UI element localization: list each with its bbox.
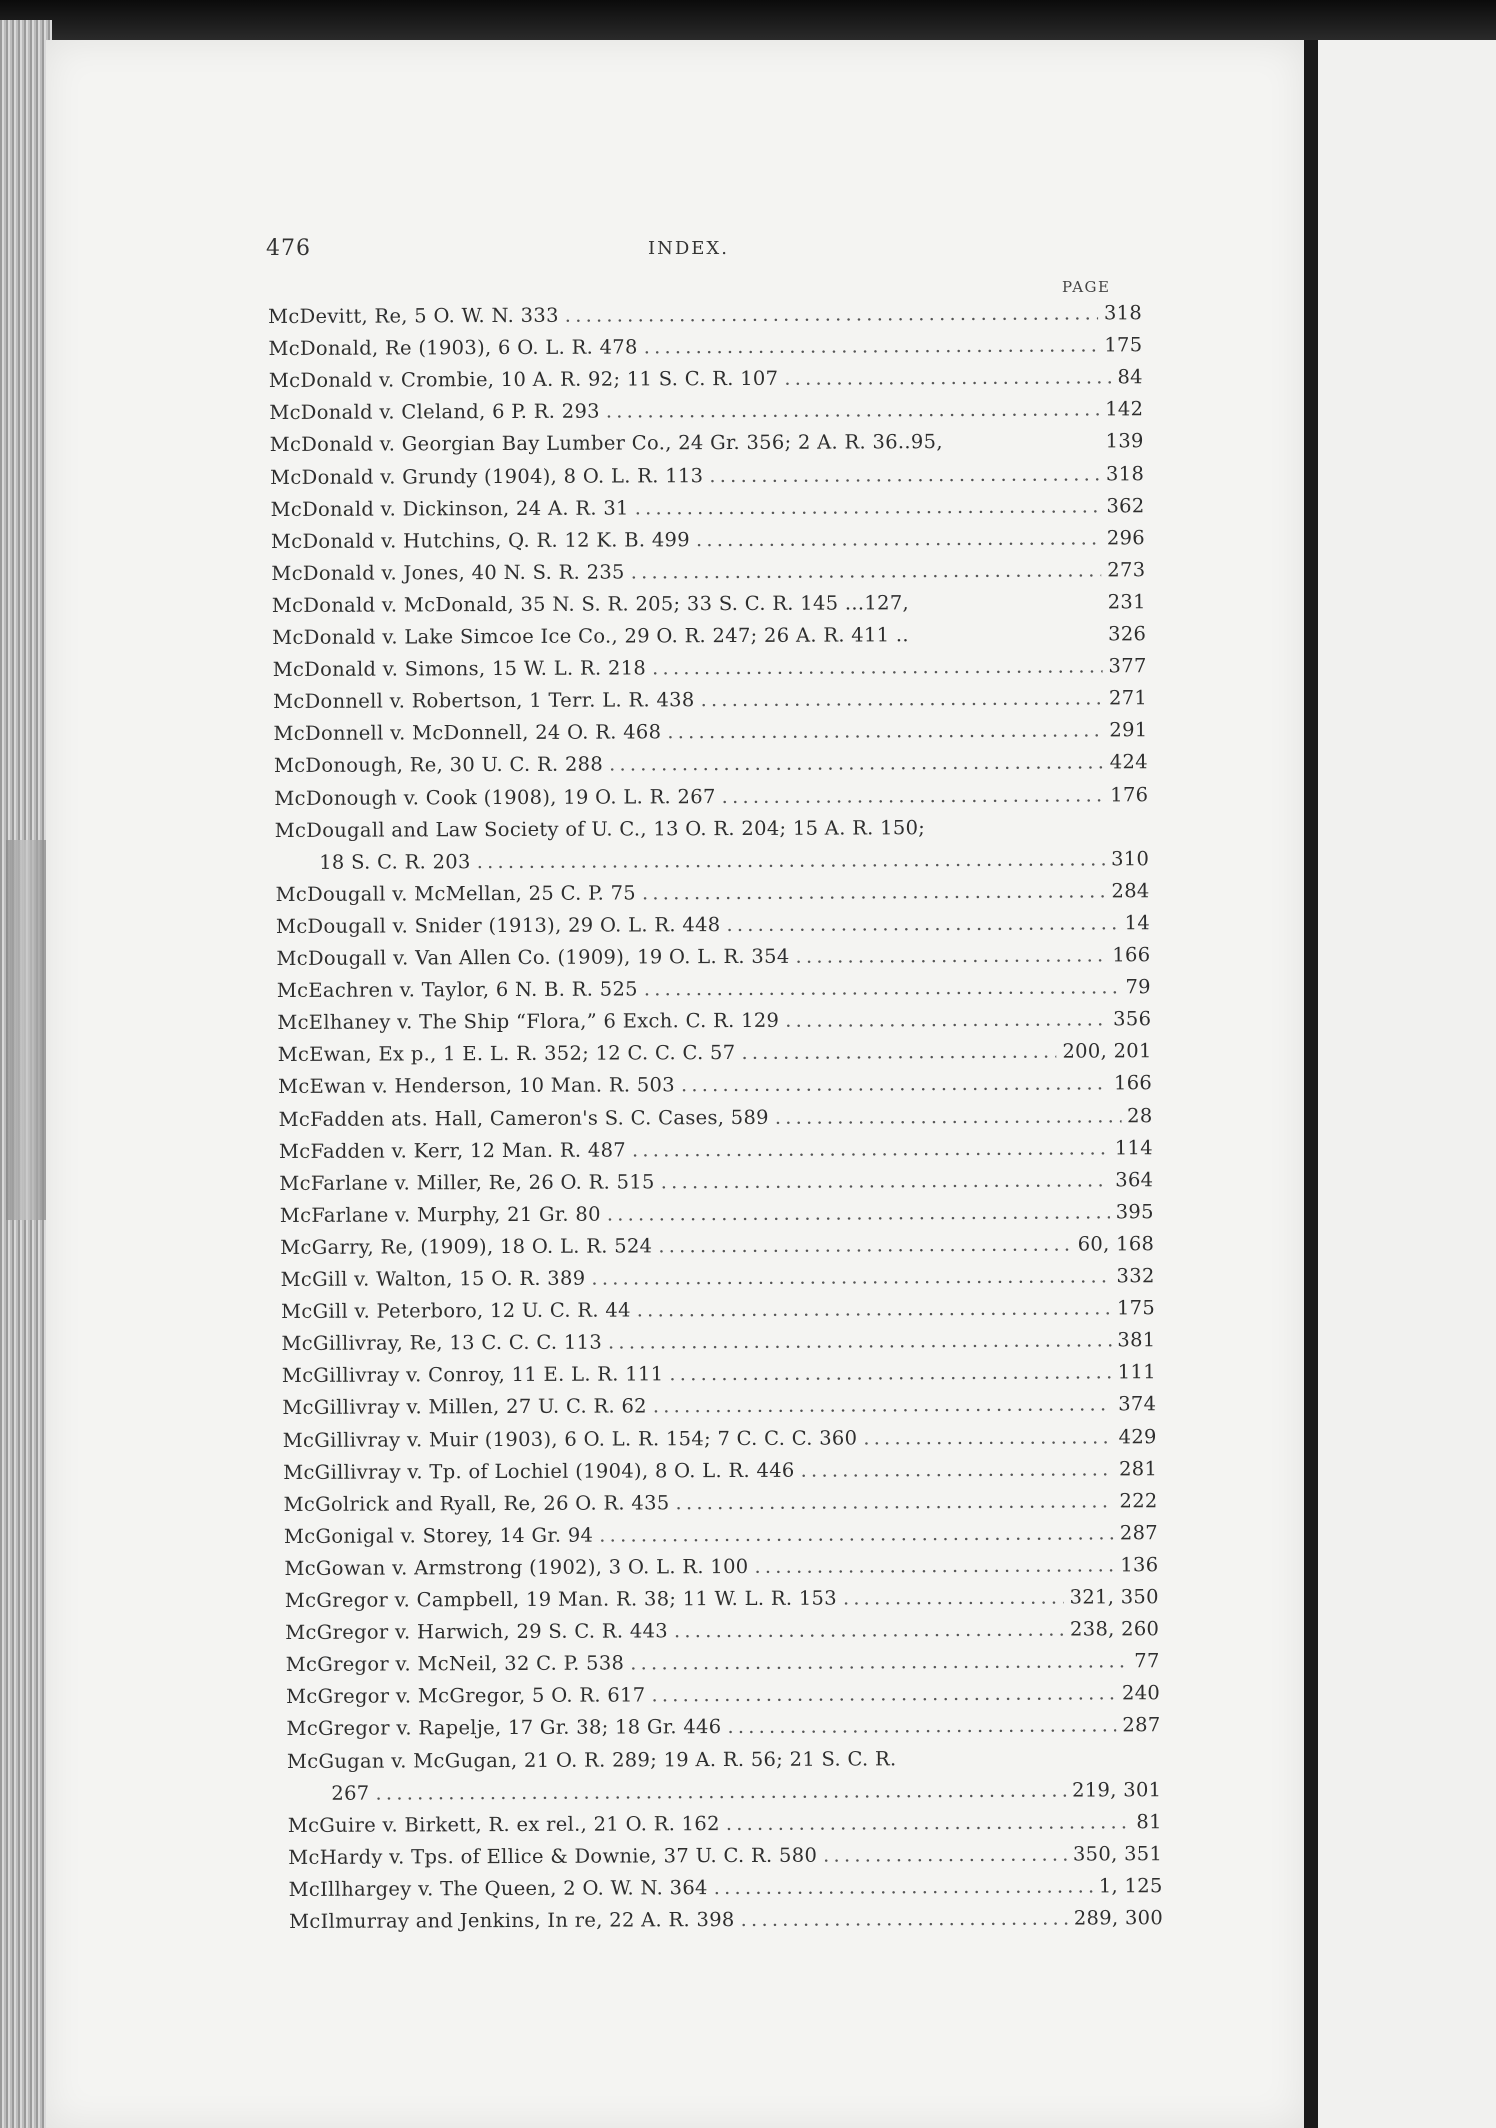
case-citation: McGillivray v. Conroy, 11 E. L. R. 111 <box>281 1362 664 1388</box>
case-citation: McDonald v. Dickinson, 24 A. R. 31 <box>270 496 629 521</box>
page-reference: 219, 301 <box>1072 1777 1162 1802</box>
index-entry <box>272 622 1146 658</box>
dot-leader <box>727 1714 1116 1739</box>
case-citation: McDougall v. McMellan, 25 C. P. 75 <box>275 881 637 906</box>
dot-leader <box>651 1682 1116 1707</box>
page-reference: 111 <box>1117 1360 1156 1384</box>
page-reference: 287 <box>1122 1713 1161 1737</box>
dot-leader <box>674 1618 1064 1643</box>
page-reference: 364 <box>1115 1167 1154 1192</box>
dot-leader <box>630 1649 1128 1674</box>
index-entry <box>284 1521 1158 1557</box>
page-reference: 200, 201 <box>1062 1039 1152 1063</box>
case-citation: McGillivray v. Muir (1903), 6 O. L. R. 154; 7 C. C. C. 360 <box>282 1425 858 1452</box>
page-reference: 284 <box>1111 878 1150 903</box>
index-entry-line: McGugan v. McGugan, 21 O. R. 289; 19 A. R. 56; 21 S. C. R. <box>286 1746 897 1773</box>
index-entry <box>274 751 1148 787</box>
page-reference: 350, 351 <box>1072 1841 1163 1866</box>
page-header <box>46 236 1304 266</box>
page-reference: 395 <box>1115 1199 1154 1224</box>
case-citation: McFarlane v. Murphy, 21 Gr. 80 <box>279 1202 601 1227</box>
index-entry <box>276 911 1150 947</box>
running-title: INDEX. <box>648 238 729 259</box>
dot-leader <box>785 1008 1107 1032</box>
dot-leader <box>375 1778 1066 1804</box>
page-reference: 281 <box>1118 1456 1158 1480</box>
dot-leader <box>823 1842 1067 1866</box>
dot-leader <box>726 1810 1131 1835</box>
page-reference: 374 <box>1118 1392 1157 1416</box>
page-reference: 271 <box>1108 686 1148 710</box>
page-reference: 166 <box>1112 943 1151 967</box>
case-citation: McIlmurray and Jenkins, In re, 22 A. R. 398 <box>289 1908 735 1933</box>
book-gutter <box>1304 40 1318 2128</box>
page-reference: 114 <box>1114 1135 1153 1159</box>
index-entry <box>268 301 1142 337</box>
page-reference: 175 <box>1104 333 1143 357</box>
page-reference: 176 <box>1110 782 1149 806</box>
index-entry <box>277 975 1151 1011</box>
dot-leader <box>775 1104 1121 1129</box>
index-entry <box>269 365 1143 401</box>
dot-leader <box>784 366 1111 390</box>
page-reference: 326 <box>1108 622 1147 646</box>
case-citation: McDonald v. Hutchins, Q. R. 12 K. B. 499 <box>270 527 690 553</box>
case-citation: McEachren v. Taylor, 6 N. B. R. 525 <box>276 977 638 1003</box>
dot-leader <box>565 301 1098 326</box>
index-entries <box>46 301 1304 1933</box>
index-entry <box>271 494 1145 530</box>
dot-leader <box>667 719 1103 744</box>
index-entry <box>277 1007 1151 1043</box>
case-citation: McGregor v. Harwich, 29 S. C. R. 443 <box>285 1619 669 1645</box>
index-entry <box>268 333 1142 369</box>
dot-leader <box>658 1232 1071 1257</box>
index-entry <box>331 1778 1161 1814</box>
page-reference: 287 <box>1119 1520 1159 1545</box>
page-reference: 238, 260 <box>1069 1617 1160 1641</box>
index-entry <box>278 1039 1152 1075</box>
case-citation: McDonald v. Simons, 15 W. L. R. 218 <box>272 656 647 682</box>
index-entry <box>288 1842 1162 1878</box>
page-reference: 79 <box>1125 975 1151 999</box>
index-entry <box>285 1585 1159 1621</box>
index-entry <box>286 1714 1160 1750</box>
scan-top-border <box>0 0 1496 40</box>
page-reference: 429 <box>1118 1424 1157 1448</box>
index-entry <box>281 1328 1155 1364</box>
case-citation: McGregor v. McNeil, 32 C. P. 538 <box>285 1651 625 1677</box>
case-citation: McDonald v. Cleland, 6 P. R. 293 <box>269 399 600 425</box>
dot-leader <box>632 1136 1109 1161</box>
case-citation: McDougall v. Van Allen Co. (1909), 19 O. L. R. 354 <box>276 944 790 971</box>
case-citation: McGonigal v. Storey, 14 Gr. 94 <box>283 1523 594 1548</box>
dot-leader <box>477 847 1105 873</box>
index-entry <box>319 847 1149 883</box>
dot-leader <box>714 1874 1093 1899</box>
index-entry <box>280 1200 1154 1236</box>
index-entry <box>285 1617 1159 1653</box>
case-citation: McGill v. Peterboro, 12 U. C. R. 44 <box>281 1298 631 1324</box>
index-entry <box>278 1104 1152 1140</box>
case-citation: McGregor v. Rapelje, 17 Gr. 38; 18 Gr. 446 <box>286 1715 722 1741</box>
dot-leader <box>754 1553 1114 1578</box>
index-entry <box>289 1906 1163 1942</box>
page-reference: 77 <box>1134 1649 1160 1673</box>
dot-leader <box>801 1457 1114 1481</box>
index-entry <box>284 1553 1158 1589</box>
index-entry <box>288 1810 1162 1846</box>
index-entry <box>280 1232 1154 1268</box>
page-number: 476 <box>266 236 311 261</box>
index-entry <box>286 1681 1160 1717</box>
page-reference: 166 <box>1113 1071 1153 1095</box>
library-stamp-edge <box>6 840 46 1220</box>
page-reference: 318 <box>1105 461 1145 485</box>
index-entry <box>284 1489 1158 1525</box>
index-entry <box>276 879 1150 915</box>
case-citation: McDonald v. Georgian Bay Lumber Co., 24 Gr. 356; 2 A. R. 36..95, <box>269 430 943 457</box>
page-reference: 81 <box>1136 1809 1162 1833</box>
page-reference: 136 <box>1120 1553 1159 1577</box>
dot-leader <box>795 943 1106 967</box>
case-citation: McGregor v. McGregor, 5 O. R. 617 <box>286 1683 646 1709</box>
dot-leader <box>843 1586 1064 1610</box>
case-citation: McFadden v. Kerr, 12 Man. R. 487 <box>278 1138 627 1163</box>
case-citation: McDonald v. Crombie, 10 A. R. 92; 11 S. C. R. 107 <box>268 366 779 393</box>
page-reference: 175 <box>1116 1296 1156 1320</box>
dot-leader <box>644 334 1099 359</box>
case-citation: McGregor v. Campbell, 19 Man. R. 38; 11 W. L. R. 153 <box>284 1586 837 1612</box>
dot-leader <box>606 398 1099 423</box>
index-entry <box>274 783 1148 819</box>
dot-leader <box>631 558 1102 583</box>
dot-leader <box>669 1361 1111 1386</box>
page-reference: 142 <box>1105 397 1144 421</box>
facing-page <box>1318 40 1496 2128</box>
page-reference: 273 <box>1107 558 1146 582</box>
dot-leader <box>644 975 1120 1000</box>
case-citation: McDonough v. Cook (1908), 19 O. L. R. 267 <box>274 784 716 810</box>
page-reference: 356 <box>1113 1007 1152 1031</box>
page-reference: 1, 125 <box>1098 1874 1163 1898</box>
dot-leader <box>681 1072 1108 1097</box>
index-entry <box>279 1168 1153 1204</box>
page-reference: 291 <box>1109 718 1148 742</box>
case-citation: McGowan v. Armstrong (1902), 3 O. L. R. 100 <box>284 1554 749 1580</box>
case-citation: McDonald v. McDonald, 35 N. S. R. 205; 33 S. C. R. 145 ...127, <box>271 591 910 617</box>
index-entry <box>281 1264 1155 1300</box>
case-citation: McEwan v. Henderson, 10 Man. R. 503 <box>278 1073 675 1099</box>
case-citation: McDevitt, Re, 5 O. W. N. 333 <box>267 303 559 329</box>
page-reference: 377 <box>1108 654 1147 678</box>
index-entry <box>271 558 1145 594</box>
page-reference: 424 <box>1109 750 1148 774</box>
case-citation: McGolrick and Ryall, Re, 26 O. R. 435 <box>283 1490 670 1516</box>
index-entry-line: McDougall and Law Society of U. C., 13 O. R. 204; 15 A. R. 150; <box>274 815 926 842</box>
case-citation: McIllhargey v. The Queen, 2 O. W. N. 364 <box>288 1876 708 1901</box>
dot-leader <box>609 751 1104 776</box>
case-citation: McFarlane v. Miller, Re, 26 O. R. 515 <box>279 1170 655 1195</box>
index-entry <box>271 526 1145 562</box>
dot-leader <box>607 1200 1110 1225</box>
case-citation: McEwan, Ex p., 1 E. L. R. 352; 12 C. C. C. 57 <box>277 1041 736 1067</box>
index-page <box>46 40 1304 2128</box>
page-reference: 289, 300 <box>1073 1906 1164 1930</box>
dot-leader <box>741 1040 1056 1064</box>
index-entry <box>283 1457 1157 1493</box>
index-entry <box>281 1296 1155 1332</box>
page-reference: 84 <box>1117 365 1143 389</box>
page-reference: 222 <box>1119 1488 1158 1513</box>
page-reference: 362 <box>1106 493 1145 517</box>
page-reference: 60, 168 <box>1077 1232 1155 1256</box>
dot-leader <box>709 462 1100 487</box>
case-citation: McHardy v. Tps. of Ellice & Downie, 37 U. C. R. 580 <box>288 1843 818 1869</box>
case-citation: McDonald v. Lake Simcoe Ice Co., 29 O. R. 247; 26 A. R. 411 .. <box>272 623 909 650</box>
index-entry <box>273 686 1147 722</box>
case-citation: McDonald v. Grundy (1904), 8 O. L. R. 113 <box>270 463 704 489</box>
page-reference: 332 <box>1116 1264 1155 1288</box>
index-entry <box>272 590 1146 626</box>
case-citation: McDonough, Re, 30 U. C. R. 288 <box>273 752 604 778</box>
page-column-label: PAGE <box>1062 278 1111 296</box>
case-citation: McElhaney v. The Ship “Flora,” 6 Exch. C. R. 129 <box>277 1008 780 1035</box>
case-citation: McGill v. Walton, 15 O. R. 389 <box>280 1266 586 1291</box>
index-entry <box>273 718 1147 754</box>
case-citation: McDonnell v. McDonnell, 24 O. R. 468 <box>273 720 662 746</box>
dot-leader <box>741 1907 1068 1931</box>
dot-leader <box>635 494 1101 519</box>
page-reference: 296 <box>1106 525 1146 550</box>
dot-leader <box>637 1296 1111 1321</box>
case-citation: 267 <box>331 1781 370 1805</box>
dot-leader <box>591 1264 1110 1289</box>
page-reference: 381 <box>1117 1328 1156 1352</box>
index-entry <box>286 1649 1160 1685</box>
page-reference: 231 <box>1107 590 1146 614</box>
index-entry <box>282 1393 1156 1429</box>
page-reference: 14 <box>1124 911 1151 935</box>
case-citation: McGillivray, Re, 13 C. C. C. 113 <box>281 1330 603 1356</box>
page-reference: 318 <box>1103 301 1143 325</box>
case-citation: McGuire v. Birkett, R. ex rel., 21 O. R. 162 <box>287 1811 720 1837</box>
index-entry <box>282 1360 1156 1396</box>
dot-leader <box>653 1393 1112 1418</box>
case-citation: McGillivray v. Millen, 27 U. C. R. 62 <box>282 1394 647 1420</box>
dot-leader <box>696 526 1101 551</box>
page-reference: 28 <box>1127 1103 1153 1127</box>
case-citation: McGillivray v. Tp. of Lochiel (1904), 8 O. L. R. 446 <box>283 1458 795 1484</box>
case-citation: McDougall v. Snider (1913), 29 O. L. R. 448 <box>275 912 721 938</box>
dot-leader <box>661 1168 1110 1193</box>
index-entry <box>283 1425 1157 1461</box>
index-entry <box>279 1136 1153 1172</box>
page-reference: 139 <box>1105 429 1144 453</box>
case-citation: McDonnell v. Robertson, 1 Terr. L. R. 438 <box>273 688 695 714</box>
index-entry <box>289 1874 1163 1910</box>
dot-leader <box>652 654 1103 679</box>
dot-leader <box>701 687 1103 712</box>
index-entry <box>270 462 1144 498</box>
index-entry <box>273 654 1147 690</box>
dot-leader <box>863 1425 1112 1449</box>
index-entry <box>276 943 1150 979</box>
index-entry <box>278 1072 1152 1108</box>
case-citation: McGarry, Re, (1909), 18 O. L. R. 524 <box>280 1234 653 1259</box>
page-reference: 310 <box>1110 846 1150 871</box>
dot-leader <box>675 1489 1113 1514</box>
case-citation: McDonald v. Jones, 40 N. S. R. 235 <box>271 560 625 585</box>
case-citation: McFadden ats. Hall, Cameron's S. C. Cases, 589 <box>278 1105 769 1131</box>
dot-leader <box>608 1329 1111 1354</box>
index-entry <box>270 430 1144 466</box>
case-citation: 18 S. C. R. 203 <box>319 849 471 874</box>
page-reference: 240 <box>1121 1681 1161 1705</box>
dot-leader <box>726 911 1118 936</box>
page-reference: 321, 350 <box>1069 1585 1159 1609</box>
dot-leader <box>642 879 1106 904</box>
index-entry <box>269 398 1143 434</box>
case-citation: McDonald, Re (1903), 6 O. L. R. 478 <box>268 335 638 361</box>
dot-leader <box>599 1521 1114 1546</box>
dot-leader <box>722 783 1105 808</box>
